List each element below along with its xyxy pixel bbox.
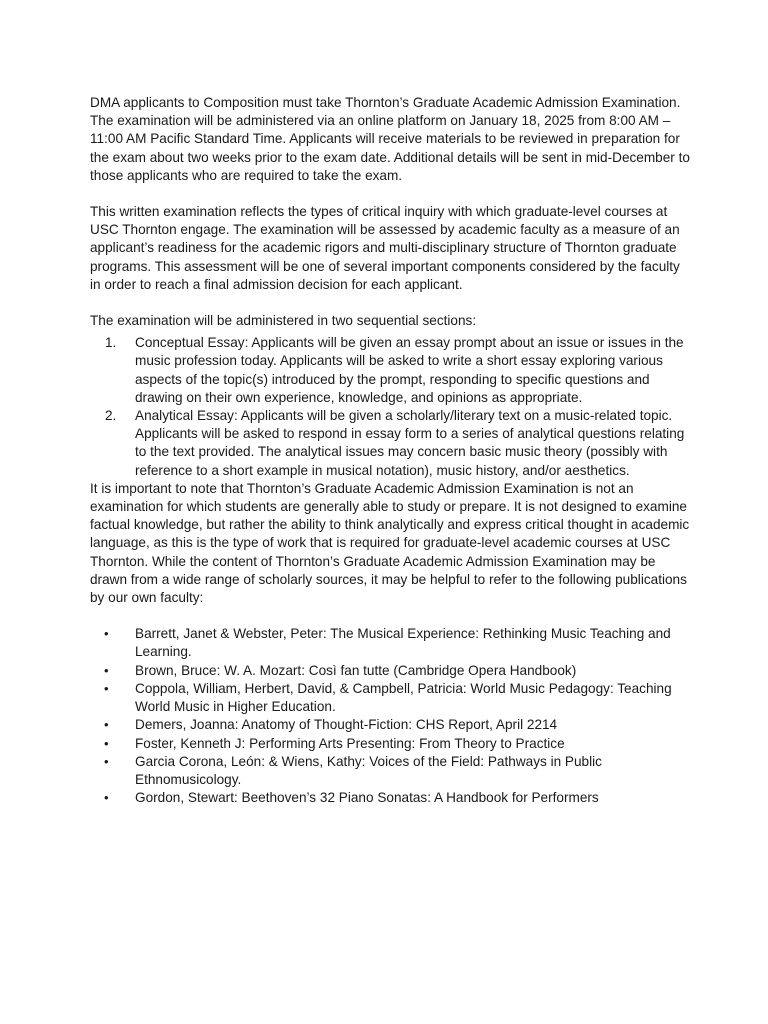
- publication-item: [90, 625, 690, 661]
- publication-text: Foster, Kenneth J: Performing Arts Presenting: From Theory to Practice: [135, 735, 565, 751]
- purpose-paragraph: This written examination reflects the types of critical inquiry with which graduate-level courses at USC Thornton engage. The examination will be assessed by academic faculty as a measure of an applicant’s readiness for the academic rigors and multi-disciplinary structure of Thornton graduate programs. This assessment will be one of several important components considered by the faculty in order to reach a final admission decision for each applicant.: [90, 204, 680, 292]
- bullet-icon: •: [104, 753, 109, 769]
- important-note-paragraph: It is important to note that Thornton’s Graduate Academic Admission Examination is not an examination for which students are generally able to study or prepare. It is not designed to examine factual knowledge, but rather the ability to think analytically and express critical thought in academic language, as this is the type of work that is required for graduate-level academic courses at USC Thornton. While the content of Thornton’s Graduate Academic Admission Examination may be drawn from a wide range of scholarly sources, it may be helpful to refer to the following publications by our own faculty:: [90, 480, 690, 606]
- publication-text: Gordon, Stewart: Beethoven’s 32 Piano Sonatas: A Handbook for Performers: [135, 790, 599, 806]
- section-number: 2.: [105, 408, 117, 424]
- section-number: 1.: [105, 335, 117, 351]
- publication-item: [90, 680, 690, 716]
- publication-item: [90, 716, 690, 734]
- exam-section-item: [90, 334, 690, 407]
- publication-item: [90, 662, 690, 680]
- intro-paragraph: DMA applicants to Composition must take Thornton’s Graduate Academic Admission Examination. The examination will be administered via an online platform on January 18, 2025 from 8:00 AM – 11:00 AM Pacific Standard Time. Applicants will receive materials to be reviewed in preparation for the exam about two weeks prior to the exam date. Additional details will be sent in mid-December to those applicants who are required to take the exam.: [90, 95, 690, 183]
- bullet-icon: •: [104, 680, 109, 696]
- publication-item: [90, 735, 690, 753]
- section-text: Analytical Essay: Applicants will be given a scholarly/literary text on a music-related topic. Applicants will be asked to respond in essay form to a series of analytical questions relating to the text provided. The analytical issues may concern basic music theory (possibly with reference to a short example in musical notation), music history, and/or aesthetics.: [135, 408, 685, 478]
- exam-sections-list: [90, 334, 690, 480]
- bullet-icon: •: [104, 717, 109, 733]
- publication-text: Barrett, Janet & Webster, Peter: The Musical Experience: Rethinking Music Teaching and Learning.: [135, 626, 671, 660]
- bullet-icon: •: [104, 626, 109, 642]
- document-page: [90, 94, 690, 807]
- publication-item: [90, 789, 690, 807]
- publication-text: Garcia Corona, León: & Wiens, Kathy: Voices of the Field: Pathways in Public Ethnomusicology.: [135, 753, 602, 787]
- publication-text: Demers, Joanna: Anatomy of Thought-Fiction: CHS Report, April 2214: [135, 717, 558, 733]
- exam-section-item: [90, 407, 690, 480]
- sections-intro-paragraph: The examination will be administered in two sequential sections:: [90, 313, 477, 329]
- publication-text: Coppola, William, Herbert, David, & Campbell, Patricia: World Music Pedagogy: Teaching World Music in Higher Education.: [135, 680, 672, 715]
- bullet-icon: •: [104, 790, 109, 806]
- publication-text: Brown, Bruce: W. A. Mozart: Così fan tutte (Cambridge Opera Handbook): [135, 662, 577, 678]
- faculty-publications-list: [90, 625, 690, 807]
- bullet-icon: •: [104, 735, 109, 751]
- publication-item: [90, 753, 690, 789]
- section-text: Conceptual Essay: Applicants will be given an essay prompt about an issue or issues in the music profession today. Applicants will be asked to write a short essay exploring various aspects of the topic(s) introduced by the prompt, responding to specific questions and drawing on their own experience, knowledge, and opinions as appropriate.: [135, 335, 684, 405]
- bullet-icon: •: [104, 662, 109, 678]
